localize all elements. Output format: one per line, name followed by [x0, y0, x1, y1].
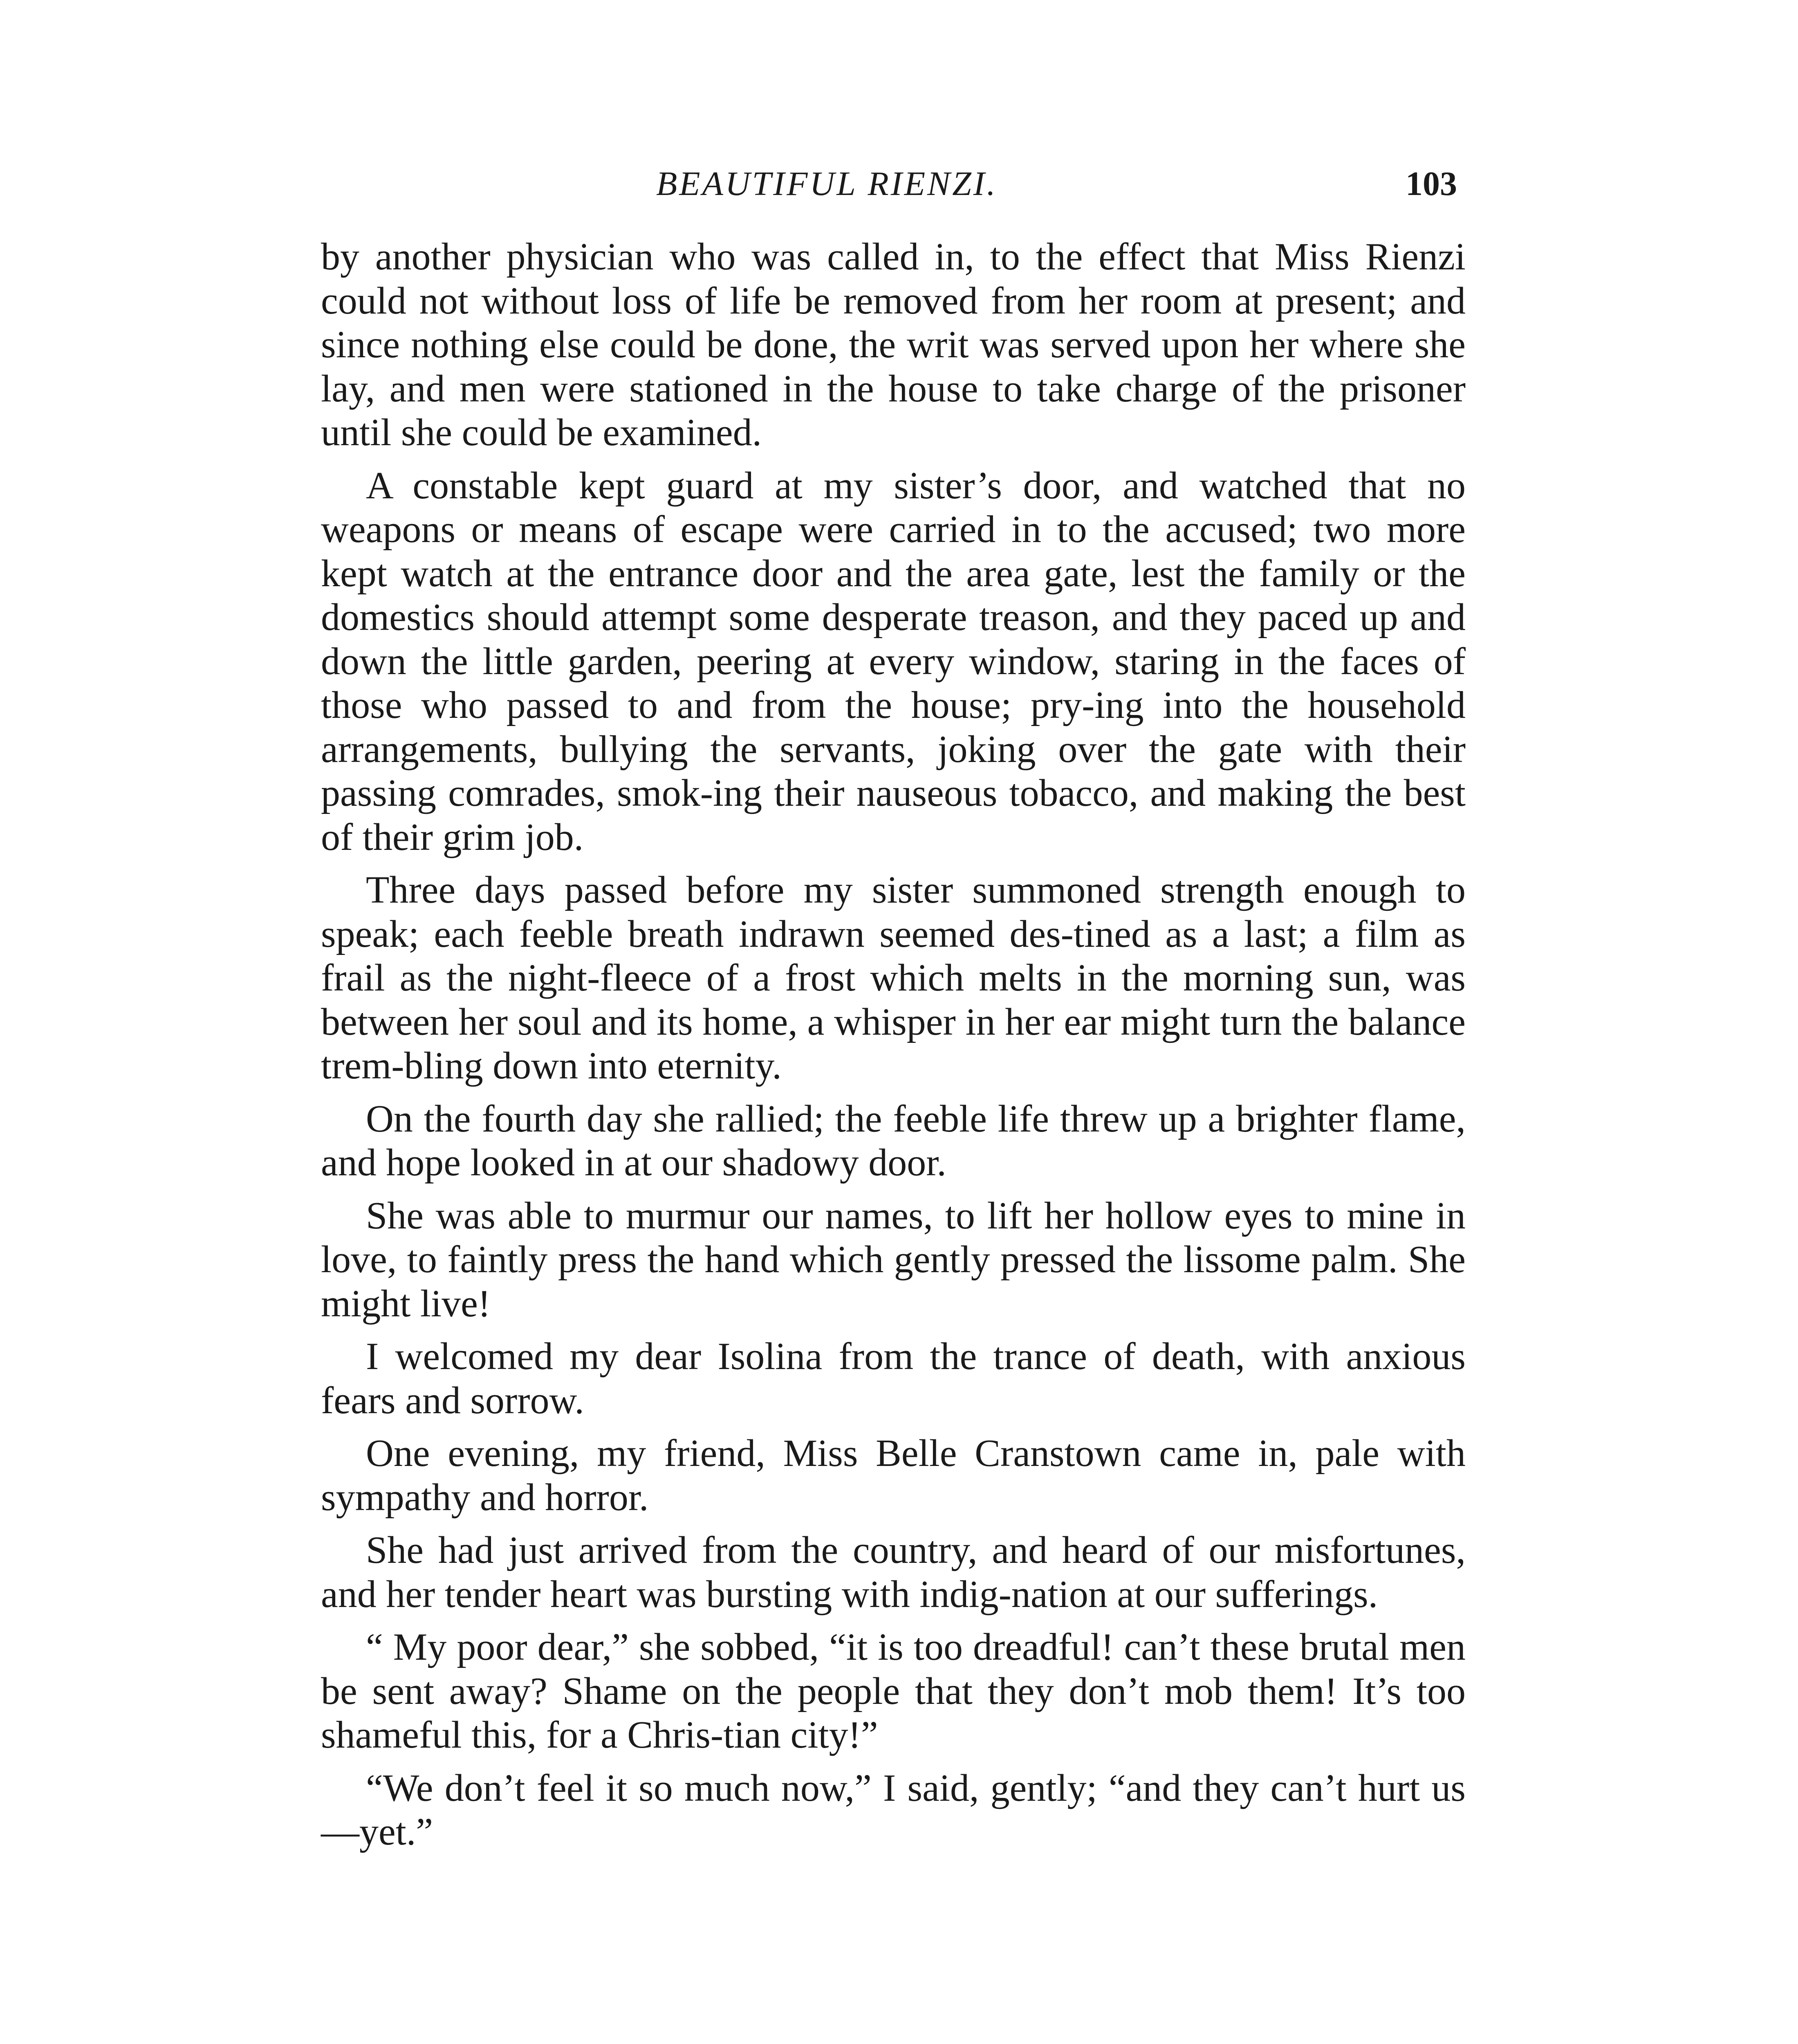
paragraph-1: by another physician who was called in, to the effect that Miss Rienzi could not without loss of life be removed from her room at present; and since nothing else could be done, the writ was served upon her where she lay, and men were stationed in the house to take charge of the prisoner until she could be examined.	[321, 235, 1466, 454]
paragraph-7: One evening, my friend, Miss Belle Cranstown came in, pale with sympathy and horror.	[321, 1432, 1466, 1519]
running-head	[0, 161, 1798, 206]
paragraph-2: A constable kept guard at my sister’s door, and watched that no weapons or means of escape were carried in to the accused; two more kept watch at the entrance door and the area gate, lest the family or the domestics should attempt some desperate treason, and they paced up and down the little garden, peering at every window, staring in the faces of those who passed to and from the house; pry-ing into the household arrangements, bullying the servants, joking over the gate with their passing comrades, smok-ing their nauseous tobacco, and making the best of their grim job.	[321, 464, 1466, 858]
paragraph-8: She had just arrived from the country, and heard of our misfortunes, and her tender heart was bursting with indig-nation at our sufferings.	[321, 1529, 1466, 1616]
page-number: 103	[1406, 165, 1457, 203]
paragraph-10: “We don’t feel it so much now,” I said, gently; “and they can’t hurt us—yet.”	[321, 1766, 1466, 1853]
body-text	[321, 235, 1466, 1863]
paragraph-4: On the fourth day she rallied; the feeble life threw up a brighter flame, and hope looked in at our shadowy door.	[321, 1097, 1466, 1184]
paragraph-3: Three days passed before my sister summoned strength enough to speak; each feeble breath indrawn seemed des-tined as a last; a film as frail as the night-fleece of a frost which melts in the morning sun, was between her soul and its home, a whisper in her ear might turn the balance trem-bling down into eternity.	[321, 869, 1466, 1087]
running-title: BEAUTIFUL RIENZI.	[656, 165, 998, 203]
paragraph-9: “ My poor dear,” she sobbed, “it is too dreadful! can’t these brutal men be sent away? Shame on the people that they don’t mob them! It’s too shameful this, for a Chris-tian city!”	[321, 1626, 1466, 1756]
paragraph-6: I welcomed my dear Isolina from the trance of death, with anxious fears and sorrow.	[321, 1335, 1466, 1422]
paragraph-5: She was able to murmur our names, to lift her hollow eyes to mine in love, to faintly press the hand which gently pressed the lissome palm. She might live!	[321, 1194, 1466, 1325]
